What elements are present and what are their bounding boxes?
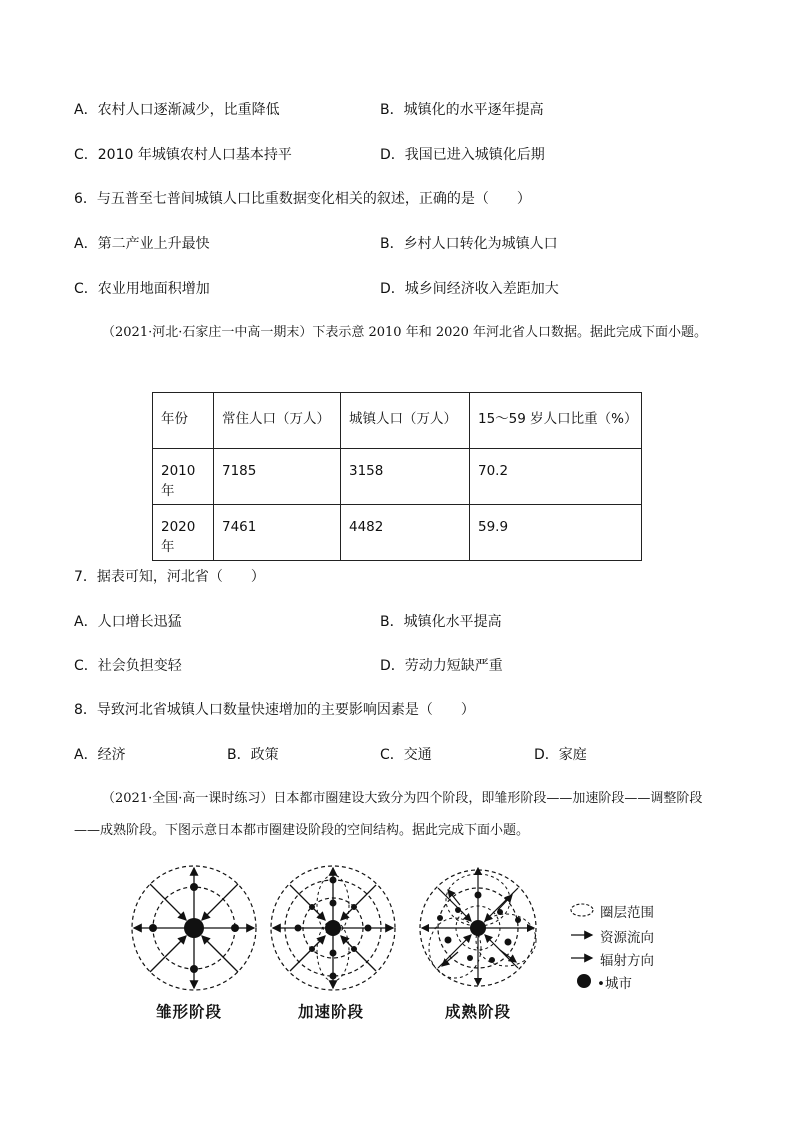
q6-stem: 6．与五普至七普间城镇人口比重数据变化相关的叙述，正确的是（ ） <box>74 191 531 207</box>
q6-option-d: D．城乡间经济收入差距加大 <box>380 281 559 297</box>
q7-option-b: B．城镇化水平提高 <box>380 614 502 630</box>
table-header-cell: 城镇人口（万人） <box>341 393 470 449</box>
q8-option-a: A．经济 <box>74 747 126 763</box>
table-cell: 7185 <box>214 449 341 505</box>
legend-city-text: 城市 <box>604 976 632 992</box>
q6-option-c: C．农业用地面积增加 <box>74 281 210 297</box>
q5-option-b: B．城镇化的水平逐年提高 <box>380 102 544 118</box>
table-cell: 70.2 <box>470 449 642 505</box>
q6-option-b: B．乡村人口转化为城镇人口 <box>380 236 558 252</box>
passage-japan: （2021·全国·高一课时练习）日本都市圈建设大致分为四个阶段，即雏形阶段——加速阶段——调整阶段——成熟阶段。下图示意日本都市圈建设阶段的空间结构。据此完成下面小题。 <box>74 791 703 838</box>
q8-stem: 8．导致河北省城镇人口数量快速增加的主要影响因素是（ ） <box>74 702 475 718</box>
table-header-cell: 年份 <box>153 393 214 449</box>
passage-hebei: （2021·河北·石家庄一中高一期末）下表示意 2010 年和 2020 年河北省人口数据。据此完成下面小题。 <box>102 325 708 340</box>
q8-option-b: B．政策 <box>227 747 279 763</box>
caption-stage1: 雏形阶段 <box>156 1003 223 1021</box>
stage1-diagram <box>132 866 256 990</box>
legend-city-label: •城市 <box>597 976 632 992</box>
legend-city-dot-icon <box>577 974 591 988</box>
q7-option-a: A．人口增长迅猛 <box>74 614 182 630</box>
table-cell: 7461 <box>214 505 341 561</box>
population-table <box>152 392 642 561</box>
caption-stage3: 成熟阶段 <box>445 1003 512 1021</box>
stage3-diagram <box>420 868 536 986</box>
q7-option-c: C．社会负担变轻 <box>74 658 182 674</box>
q8-option-c: C．交通 <box>380 747 432 763</box>
stage2-diagram <box>271 866 395 990</box>
table-cell: 59.9 <box>470 505 642 561</box>
metro-stage-diagram <box>0 850 794 1000</box>
q7-option-d: D．劳动力短缺严重 <box>380 658 503 674</box>
table-header-cell: 15～59 岁人口比重（%） <box>470 393 642 449</box>
table-cell: 2010 年 <box>153 449 214 505</box>
legend-symbols <box>571 904 593 988</box>
table-row <box>153 449 642 505</box>
legend-radiation-label: 辐射方向 <box>600 953 654 969</box>
table-header-cell: 常住人口（万人） <box>214 393 341 449</box>
q7-stem: 7．据表可知，河北省（ ） <box>74 569 265 585</box>
table-cell: 4482 <box>341 505 470 561</box>
legend-ring-icon <box>571 904 593 916</box>
table-row <box>153 505 642 561</box>
table-cell: 2020 年 <box>153 505 214 561</box>
q8-option-d: D．家庭 <box>534 747 587 763</box>
table-header-row <box>153 393 642 449</box>
legend-flow-label: 资源流向 <box>600 930 654 946</box>
table-cell: 3158 <box>341 449 470 505</box>
q5-option-a: A．农村人口逐渐减少，比重降低 <box>74 102 280 118</box>
caption-stage2: 加速阶段 <box>298 1003 365 1021</box>
legend-ring-label: 圈层范围 <box>600 905 654 921</box>
q5-option-d: D．我国已进入城镇化后期 <box>380 147 545 163</box>
q5-option-c: C．2010 年城镇农村人口基本持平 <box>74 147 292 163</box>
q6-option-a: A．第二产业上升最快 <box>74 236 210 252</box>
